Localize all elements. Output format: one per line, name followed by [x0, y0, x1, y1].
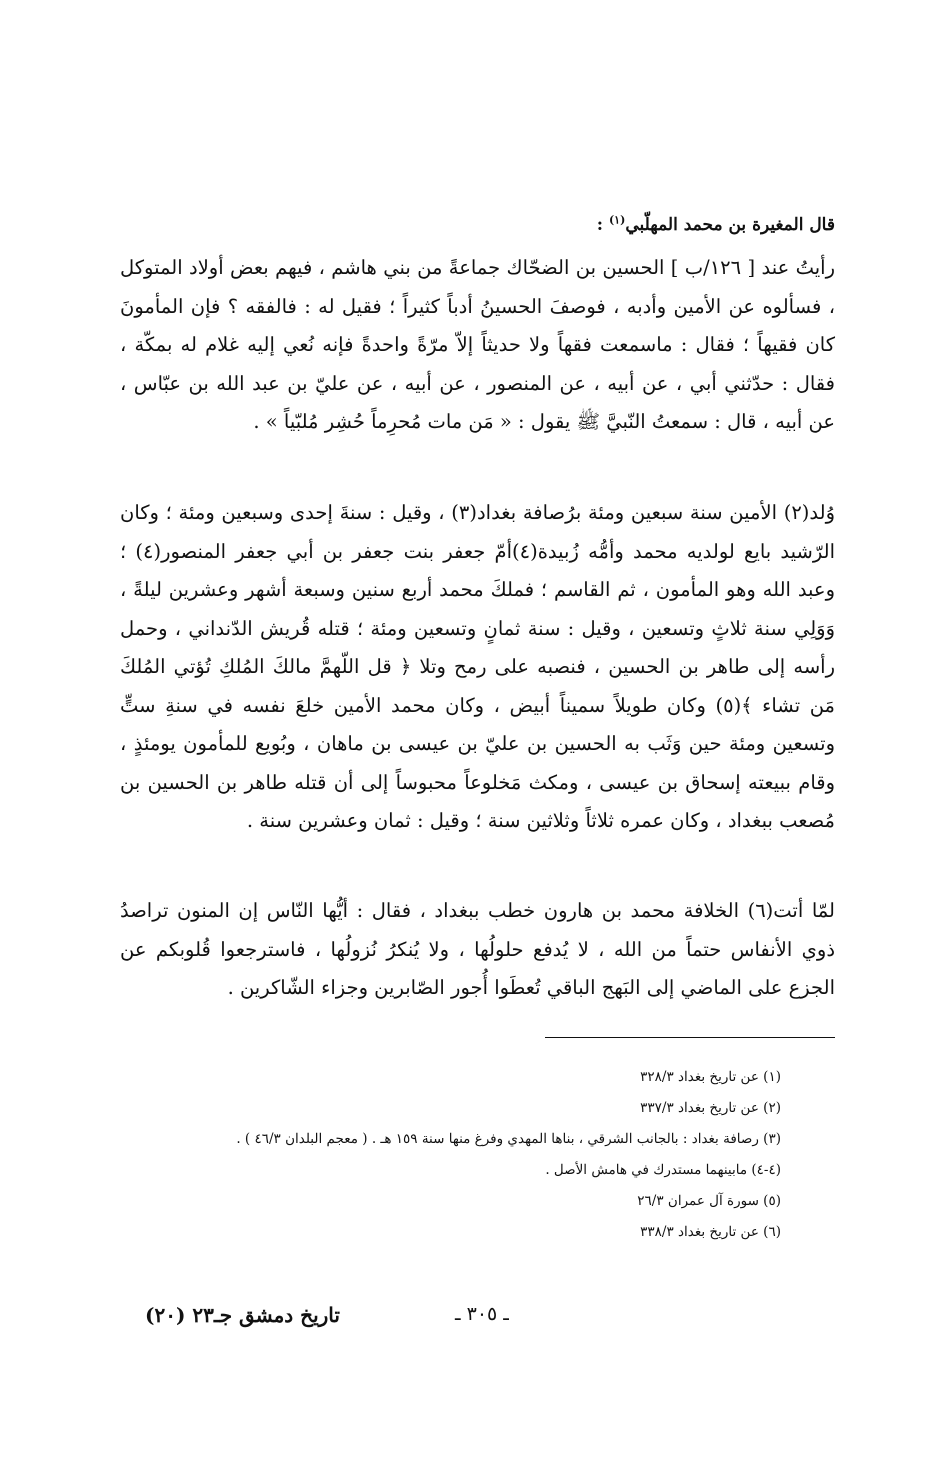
footnotes-list: [161, 1062, 781, 1248]
footnote-5: (٥) سورة آل عمران ٢٦/٣: [637, 1193, 781, 1209]
paragraph-2: وُلد(٢) الأمين سنة سبعين ومئة برُصافة بغداد(٣) ، وقيل : سنةَ إحدى وسبعين ومئة ؛ وكان الرّشيد بايع لولديه محمد وأمُّه زُبيدة(٤)أمّ جعفر بنت جعفر بن أبي جعفر المنصور(٤) ؛ وعبد الله وهو المأمون ، ثم القاسم ؛ فملكَ محمد أربع سنين وسبعة أشهر وعشرين ليلةً ، وَوَلِي سنة ثلاثٍ وتسعين ، وقيل : سنة ثمانٍ وتسعين ومئة ؛ قتله قُريش الدّنداني ، وحمل رأسه إلى طاهر بن الحسين ، فنصبه على رمح وتلا ﴿ قل اللّهمَّ مالكَ المُلكِ تُؤتي المُلكَ مَن تشاء ﴾(٥) وكان طويلاً سميناً أبيض ، وكان محمد الأمين خلعَ نفسه في سنةِ ستٍّ وتسعين ومئة حين وَثَب به الحسين بن عليّ بن عيسى بن ماهان ، وبُويع للمأمون يومئذٍ ، وقام ببيعته إسحاق بن عيسى ، ومكث مَخلوعاً محبوساً إلى أن قتله طاهر بن الحسين بن مُصعب ببغداد ، وكان عمره ثلاثاً وثلاثين سنة ؛ وقيل : ثمان وعشرين سنة .: [120, 501, 835, 832]
heading-colon: :: [596, 215, 604, 235]
running-footer-title: تاريخ دمشق جـ٢٣ (٢٠): [145, 1303, 340, 1327]
footnote-separator: [545, 1037, 835, 1038]
footnote-2: (٢) عن تاريخ بغداد ٣٣٧/٣: [640, 1100, 781, 1116]
paragraph-1: رأيتُ عند [ ١٢٦/ب ] الحسين بن الضحّاك جماعةً من بني هاشم ، فيهم بعض أولاد المتوكل ، فسألوه عن الأمين وأدبه ، فوصفَ الحسينُ أدباً كثيراً ؛ فقيل له : فالفقه ؟ فإن المأمونَ كان فقيهاً ؛ فقال : ماسمعت فقهاً ولا حديثاً إلاّ مرّةً واحدةً فإنه نُعي إليه غلام له بمكّة ، فقال : حدّثني أبي ، عن أبيه ، عن المنصور ، عن أبيه ، عن عليّ بن عبد الله بن عبّاس ، عن أبيه ، قال : سمعتُ النّبيَّ ﷺ يقول : « مَن مات مُحرِماً حُشِر مُلبّياً » .: [120, 256, 835, 433]
page-number: ـ ٣٠٥ ـ: [455, 1303, 509, 1325]
footnote-6: (٦) عن تاريخ بغداد ٣٣٨/٣: [640, 1224, 781, 1240]
footnote-1: (١) عن تاريخ بغداد ٣٢٨/٣: [640, 1069, 781, 1085]
paragraph-3: لمّا أتت(٦) الخلافة محمد بن هارون خطب ببغداد ، فقال : أيُّها النّاس إن المنون تراصدُ ذوي الأنفاس حتماً من الله ، لا يُدفع حلولُها ، ولا يُنكرُ نُزولُها ، فاسترجعوا قُلوبكم عن الجزع على الماضي إلى البَهج الباقي تُعطَوا أُجور الصّابرين وجزاء الشّاكرين .: [120, 899, 835, 999]
footnote-3: (٣) رصافة بغداد : بالجانب الشرقي ، بناها المهدي وفرغ منها سنة ١٥٩ هـ . ( معجم البلدان ٤٦/٣ ) .: [236, 1131, 781, 1147]
heading-footnote-ref: (١): [608, 213, 626, 227]
footnote-4: (٤-٤) مابينهما مستدرك في هامش الأصل .: [545, 1162, 781, 1178]
heading-text: قال المغيرة بن محمد المهلّبي: [625, 215, 835, 235]
section-heading: [597, 215, 835, 235]
